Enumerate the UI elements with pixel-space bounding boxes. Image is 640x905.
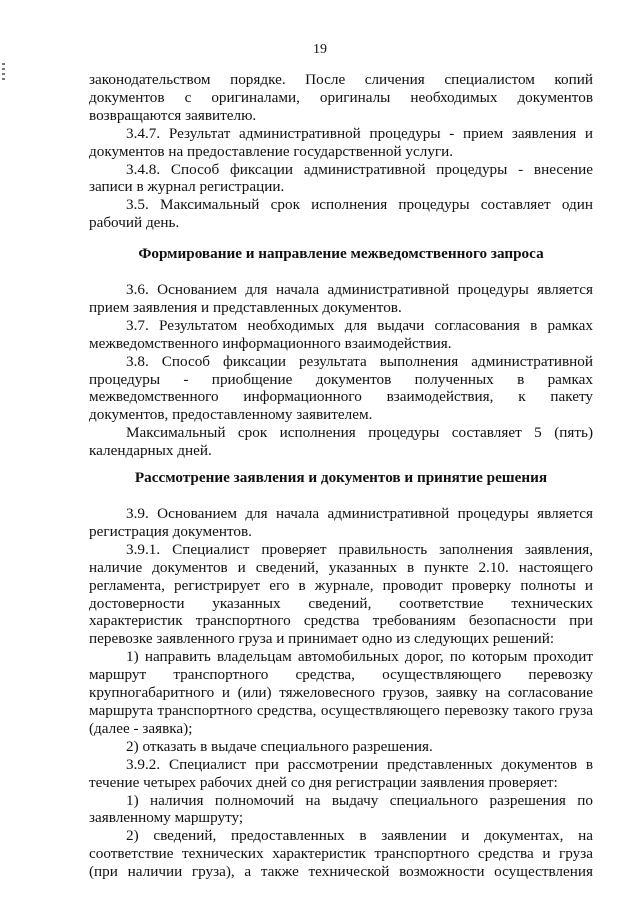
text-line: крупногабаритного и (или) тяжеловесного грузов, заявку на согласование [89, 684, 593, 702]
page-number: 19 [313, 42, 327, 57]
text-line: регламента, регистрирует его в журнале, проводит проверку полноты и [89, 576, 593, 594]
text-line: достоверности указанных сведений, соответствие технических [89, 594, 593, 612]
text-line: рабочий день. [89, 214, 180, 232]
text-line: (при наличии груза), а также технической возможности осуществления [89, 863, 593, 881]
margin-marks [2, 60, 8, 100]
paragraph-3-9: 3.9. Основанием для начала административной процедуры является [126, 505, 593, 522]
text-line: межведомственного информационного взаимодействия, к пакету [89, 388, 593, 406]
paragraph-3-9-1: 3.9.1. Специалист проверяет правильность заполнения заявления, [126, 540, 593, 558]
text-line: документов с оригиналами, оригиналы необходимых документов [89, 88, 593, 106]
text-line: документов на предоставление государственной услуги. [89, 142, 454, 160]
text-line: записи в журнал регистрации. [89, 178, 285, 196]
text-section-2 [89, 281, 593, 460]
check-item-1: 1) наличия полномочий на выдачу специального разрешения по [126, 791, 593, 809]
text-line: календарных дней. [89, 442, 212, 460]
paragraph-3-7: 3.7. Результатом необходимых для выдачи согласования в рамках [126, 316, 593, 334]
text-line: наличие документов и сведений, указанных в пункте 2.10. настоящего [89, 558, 593, 576]
text-line: прием заявления и представленных документов. [89, 298, 402, 316]
text-line: регистрация документов. [89, 522, 252, 540]
text-line: возвращаются заявителю. [89, 106, 257, 124]
paragraph-3-8: 3.8. Способ фиксации результата выполнения административной [126, 352, 593, 370]
paragraph-3-5: 3.5. Максимальный срок исполнения процедуры составляет один [126, 196, 593, 214]
text-section-3 [89, 505, 593, 881]
text-line: соответствие технических характеристик транспортного средства и груза [89, 845, 593, 863]
text-line: документов, предоставленному заявителем. [89, 406, 373, 424]
paragraph-3-4-8: 3.4.8. Способ фиксации административной процедуры - внесение [126, 160, 593, 178]
paragraph-max-term: Максимальный срок исполнения процедуры составляет 5 (пять) [126, 424, 593, 442]
heading-section-2 [89, 469, 593, 487]
paragraph-3-9-2: 3.9.2. Специалист при рассмотрении представленных документов в [126, 755, 593, 773]
text-line: межведомственного информационного взаимодействия. [89, 334, 452, 352]
check-item-2: 2) сведений, предоставленных в заявлении и документах, на [126, 827, 593, 845]
paragraph-3-6: 3.6. Основанием для начала административной процедуры является [126, 281, 593, 298]
text-line: характеристик транспортного средства требованиям безопасности при [89, 612, 593, 630]
paragraph-3-4-7: 3.4.7. Результат административной процедуры - прием заявления и [126, 124, 593, 142]
text-line: маршрута транспортного средства, осуществляющего перевозку такого груза [89, 701, 593, 719]
decision-option-1: 1) направить владельцам автомобильных дорог, по которым проходит [126, 648, 593, 666]
text-line: законодательством порядке. После сличения специалистом копий [89, 71, 593, 88]
text-line: процедуры - приобщение документов полученных в рамках [89, 370, 593, 388]
section-heading: Рассмотрение заявления и документов и принятие решения [134, 469, 548, 486]
text-line: течение четырех рабочих дней со дня регистрации заявления проверяет: [89, 773, 558, 791]
heading-section-1 [89, 245, 593, 263]
text-line: перевозке заявленного груза и принимает одно из следующих решений: [89, 630, 555, 648]
text-line: (далее - заявка); [89, 719, 193, 737]
decision-option-2: 2) отказать в выдаче специального разрешения. [126, 737, 433, 755]
section-heading: Формирование и направление межведомственного запроса [138, 245, 544, 262]
text-line: маршрут транспортного средства, осуществляющего перевозку [89, 666, 593, 684]
text-line: заявленному маршруту; [89, 809, 244, 827]
text-section-1 [89, 71, 593, 232]
